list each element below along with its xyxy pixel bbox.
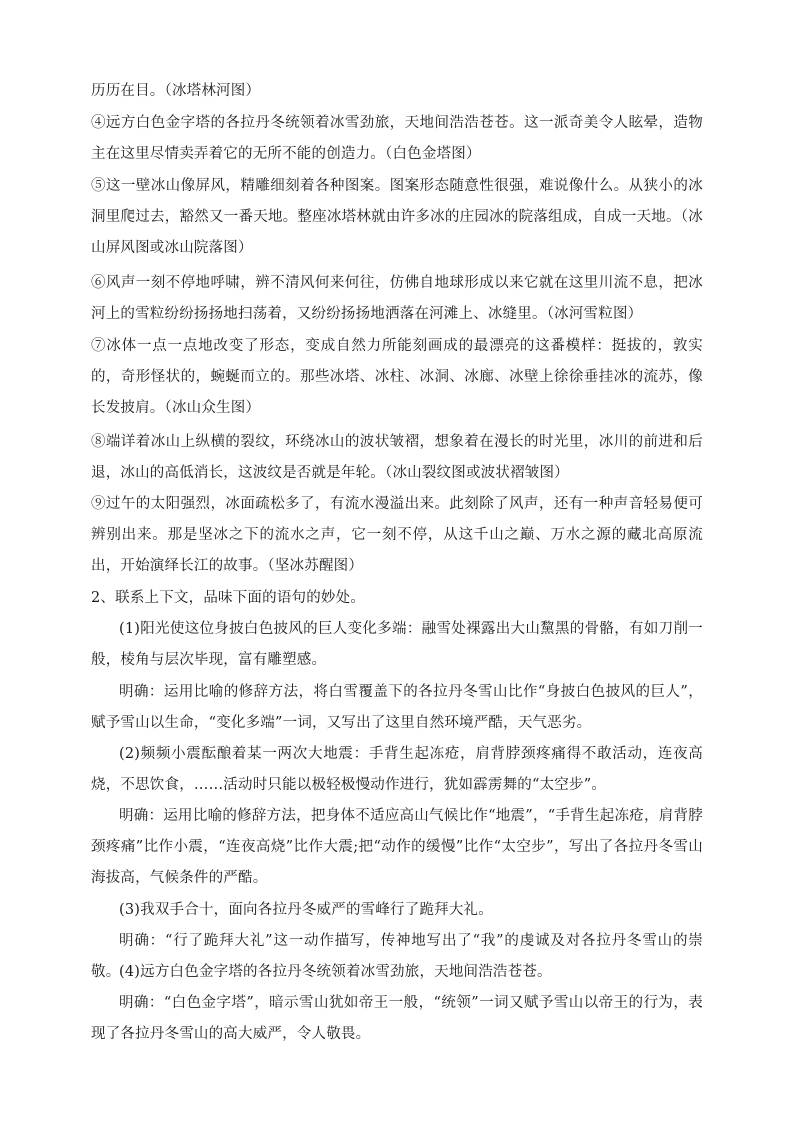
answer-item-1: 明确：运用比喻的修辞方法，将白雪覆盖下的各拉丹冬雪山比作“身披白色披风的巨人”，赋予雪山以生命，“变化多端”一词，又写出了这里自然环境严酷，天气恶劣。 [91, 684, 703, 731]
answer-item-3: 明确：“行了跪拜大礼”这一动作描写，传神地写出了“我”的虔诚及对各拉丹冬雪山的崇敬。 [91, 933, 703, 980]
answer-item-2: 明确：运用比喻的修辞方法，把身体不适应高山气候比作“地震”，“手背生起冻疮，肩背脖颈疼痛”比作小震，“连夜高烧”比作大震;把“动作的缓慢”比作“太空步”，写出了各拉丹冬雪山海拔高，气候条件的严酷。 [91, 808, 703, 886]
sentence-item-4: (4)远方白色金字塔的各拉丹冬统领着冰雪劲旅，天地间浩浩苍苍。 [119, 964, 552, 980]
passage-item-5: ⑤这一壁冰山像屏风，精雕细刻着各种图案。图案形态随意性很强，难说像什么。从狭小的冰洞里爬过去，豁然又一番天地。整座冰塔林就由许多冰的庄园冰的院落组成，自成一天地。（冰山屏风图或冰山院落图） [91, 178, 703, 256]
answer-item-4: 明确：“白色金字塔”，暗示雪山犹如帝王一般，“统领”一词又赋予雪山以帝王的行为，表现了各拉丹冬雪山的高大威严，令人敬畏。 [91, 995, 703, 1042]
passage-item-6: ⑥风声一刻不停地呼啸，辨不清风何来何往，仿佛自地球形成以来它就在这里川流不息，把冰河上的雪粒纷纷扬扬地扫荡着，又纷纷扬扬地洒落在河滩上、冰缝里。（冰河雪粒图） [91, 275, 703, 322]
sentence-item-3: (3)我双手合十，面向各拉丹冬威严的雪峰行了跪拜大礼。 [119, 902, 493, 918]
sentence-item-2: (2)频频小震酝酿着某一两次大地震：手背生起冻疮，肩背脖颈疼痛得不敢活动，连夜高烧，不思饮食，……活动时只能以极轻极慢动作进行，犹如霹雳舞的“太空步”。 [91, 746, 703, 793]
passage-item-8: ⑧端详着冰山上纵横的裂纹，环绕冰山的波状皱褶，想象着在漫长的时光里，冰川的前进和后退，冰山的高低消长，这波纹是否就是年轮。（冰山裂纹图或波状褶皱图） [91, 434, 703, 481]
passage-item-9: ⑨过午的太阳强烈，冰面疏松多了，有流水漫溢出来。此刻除了风声，还有一种声音轻易便可辨别出来。那是坚冰之下的流水之声，它一刻不停，从这千山之巅、万水之源的藏北高原流出，开始演绎长江的故事。（坚冰苏醒图） [91, 496, 703, 574]
question-2-heading: 2、联系上下文，品味下面的语句的妙处。 [91, 590, 366, 606]
passage-item-7: ⑦冰体一点一点地改变了形态，变成自然力所能刻画成的最漂亮的这番模样：挺拔的，敦实的，奇形怪状的，蜿蜒而立的。那些冰塔、冰柱、冰洞、冰廊、冰壁上徐徐垂挂冰的流苏，像长发披肩。（冰山众生图） [91, 338, 703, 416]
passage-line-1: 历历在目。（冰塔林河图） [91, 83, 261, 99]
sentence-item-1: (1)阳光使这位身披白色披风的巨人变化多端：融雪处裸露出大山黧黑的骨骼，有如刀削一般，棱角与层次毕现，富有雕塑感。 [91, 621, 703, 668]
passage-item-4: ④远方白色金字塔的各拉丹冬统领着冰雪劲旅，天地间浩浩苍苍。这一派奇美令人眩晕，造物主在这里尽情卖弄着它的无所不能的创造力。（白色金塔图） [91, 115, 703, 162]
